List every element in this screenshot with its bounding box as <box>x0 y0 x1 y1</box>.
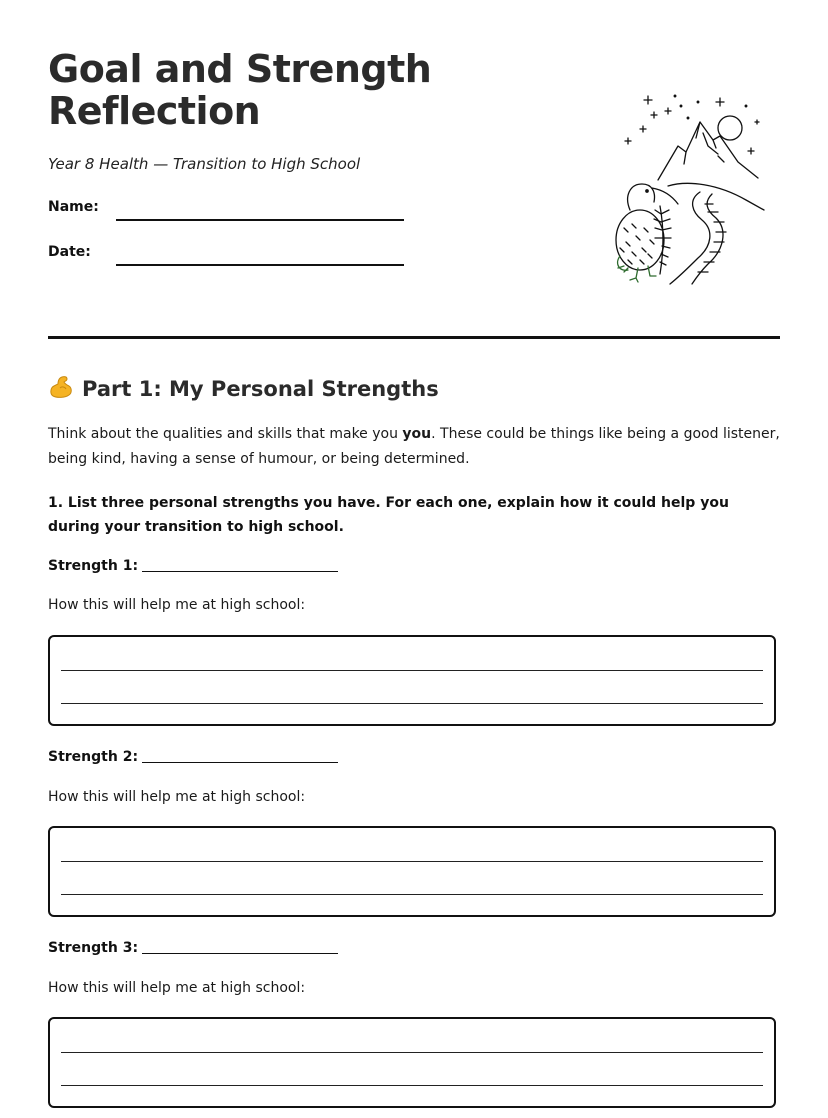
intro-text-end: . These could be things like being a good listener, being kind, having a sense of humour, or being determined. <box>48 426 780 467</box>
name-field[interactable] <box>48 199 408 221</box>
name-label: Name: <box>48 199 99 215</box>
name-line[interactable] <box>116 219 404 221</box>
kiwi-neck <box>628 184 655 210</box>
path-left-edge <box>670 192 710 284</box>
answer-rule <box>61 703 763 704</box>
strength-1-help-label: How this will help me at high school: <box>48 597 306 613</box>
flexed-biceps-icon <box>48 374 74 400</box>
intro-text-start: Think about the qualities and skills that make you <box>48 426 403 442</box>
strength-1-answer-box[interactable] <box>48 635 776 726</box>
page-subtitle: Year 8 Health — Transition to High School <box>48 155 361 173</box>
kiwi-beak <box>652 188 678 204</box>
strength-3-answer-box[interactable] <box>48 1017 776 1108</box>
intro-text-emphasis: you <box>402 426 432 442</box>
page-title <box>48 48 448 132</box>
strength-2-label: Strength 2: <box>48 749 139 765</box>
date-line[interactable] <box>116 264 404 266</box>
part1-heading <box>48 374 439 401</box>
strength-1-field[interactable] <box>48 558 338 574</box>
answer-rule <box>61 670 763 671</box>
strength-3-field[interactable] <box>48 940 338 956</box>
strength-3-help-label: How this will help me at high school: <box>48 980 306 996</box>
stars-decoration <box>625 95 759 154</box>
part1-heading-text: Part 1: My Personal Strengths <box>82 377 439 401</box>
strength-1-line[interactable] <box>142 571 338 572</box>
header-divider <box>48 336 780 339</box>
path-right-edge <box>692 194 723 284</box>
strength-2-help-label: How this will help me at high school: <box>48 789 306 805</box>
strength-3-label: Strength 3: <box>48 940 139 956</box>
date-field[interactable] <box>48 244 408 266</box>
question-1: 1. List three personal strengths you have. For each one, explain how it could help you during your transition to high school. <box>48 495 729 535</box>
mountain-outline <box>658 122 758 180</box>
kiwi-bird-mountain-path-illustration <box>568 88 768 288</box>
strength-2-line[interactable] <box>142 762 338 763</box>
strength-3-line[interactable] <box>142 953 338 954</box>
title-line-1: Goal and Strength <box>48 47 432 91</box>
moon <box>718 116 742 140</box>
part1-intro <box>48 422 780 472</box>
answer-rule <box>61 894 763 895</box>
title-line-2: Reflection <box>48 89 261 133</box>
answer-rule <box>61 861 763 862</box>
answer-rule <box>61 1052 763 1053</box>
answer-rule <box>61 1085 763 1086</box>
strength-2-answer-box[interactable] <box>48 826 776 917</box>
date-label: Date: <box>48 244 91 260</box>
strength-1-label: Strength 1: <box>48 558 139 574</box>
strength-2-field[interactable] <box>48 749 338 765</box>
